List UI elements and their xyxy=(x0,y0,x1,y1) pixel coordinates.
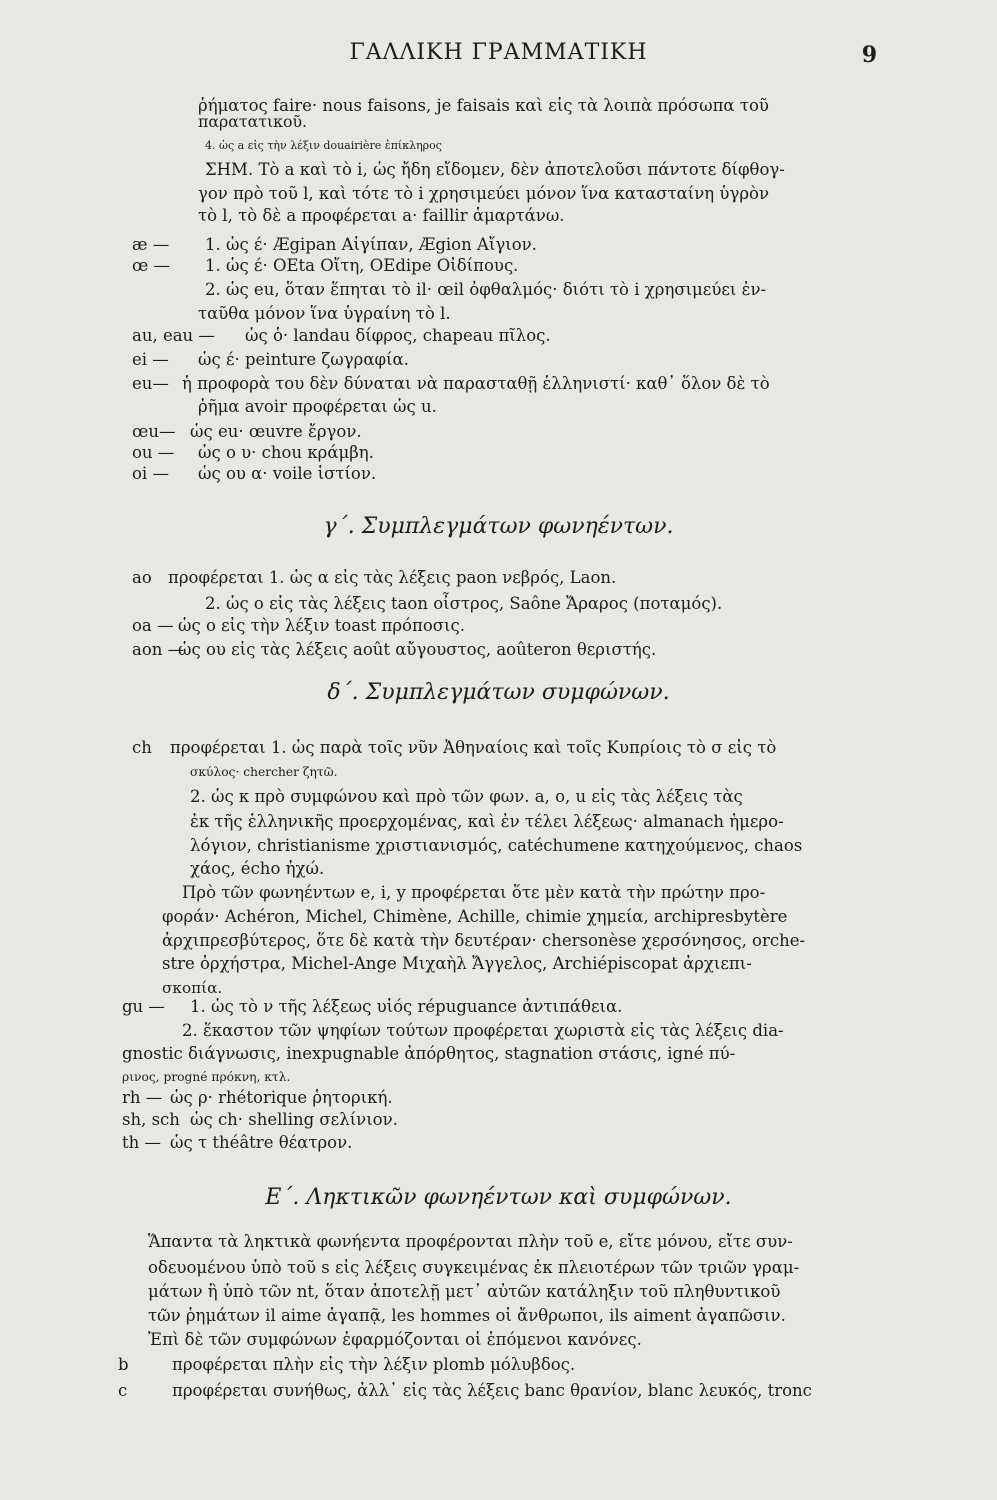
text-line: 2. ὡς eu, ὅταν ἕπηται τὸ il· œil ὀφθαλμός· διότι τὸ i χρησιμεύει ἐν- xyxy=(205,280,767,299)
section-heading-e: Ε΄. Ληκτικῶν φωνηέντων καὶ συμφώνων. xyxy=(265,1185,732,1210)
text-line: Ἐπὶ δὲ τῶν συμφώνων ἐφαρμόζονται οἱ ἑπόμενοι κανόνες. xyxy=(148,1330,642,1349)
text-line: ὡς ου α· voile ἱστίον. xyxy=(198,464,377,483)
text-line: προφέρεται πλὴν εἰς τὴν λέξιν plomb μόλυβδος. xyxy=(172,1355,576,1374)
text-line: ἀρχιπρεσβύτερος, ὅτε δὲ κατὰ τὴν δευτέραν· chersonèse χερσόνησος, orche- xyxy=(162,931,806,950)
entry-label: œu— xyxy=(132,422,176,441)
text-line: χάος, écho ἠχώ. xyxy=(190,859,325,878)
text-line: λόγιον, christianisme χριστιανισμός, catéchumene κατηχούμενος, chaos xyxy=(190,836,803,855)
entry-label: aon — xyxy=(132,640,185,659)
text-line: Πρὸ τῶν φωνηέντων e, i, y προφέρεται ὅτε μὲν κατὰ τὴν πρώτην προ- xyxy=(182,883,766,902)
text-line: προφέρεται 1. ὡς παρὰ τοῖς νῦν Ἀθηναίοις καὶ τοῖς Κυπρίοις τὸ σ εἰς τὸ xyxy=(170,738,777,757)
text-line: ὡς ου εἰς τὰς λέξεις août αὔγουστος, aoûteron θεριστής. xyxy=(178,640,657,659)
text-line: ἐκ τῆς ἑλληνικῆς προερχομένας, καὶ ἐν τέλει λέξεως· almanach ἡμερο- xyxy=(190,812,784,831)
text-line: 1. ὡς έ· Ægipan Αἰγίπαν, Ægion Αἴγιον. xyxy=(205,235,537,254)
entry-label: th — xyxy=(122,1133,162,1152)
entry-label: eu— xyxy=(132,374,169,393)
text-line: προφέρεται 1. ὡς α εἰς τὰς λέξεις paon νεβρός, Laon. xyxy=(168,568,617,587)
entry-label: rh — xyxy=(122,1088,163,1107)
entry-label: c xyxy=(118,1381,128,1400)
entry-label: æ — xyxy=(132,235,170,254)
text-line: προφέρεται συνήθως, ἀλλ᾽ εἰς τὰς λέξεις banc θρανίον, blanc λευκός, tronc xyxy=(172,1381,812,1400)
entry-label: ch xyxy=(132,738,152,757)
text-line: ὡς τ théâtre θέατρον. xyxy=(170,1133,353,1152)
text-line: μάτων ἢ ὑπὸ τῶν nt, ὅταν ἀποτελῇ μετ᾽ αὐτῶν κατάληξιν τοῦ πληθυντικοῦ xyxy=(148,1282,781,1301)
text-line: ῥήματος faire· nous faisons, je faisais καὶ εἰς τὰ λοιπὰ πρόσωπα τοῦ xyxy=(198,96,769,115)
entry-label: sh, sch xyxy=(122,1110,180,1129)
text-line: ἡ προφορὰ του δὲν δύναται νὰ παρασταθῇ ἑλληνιστί· καθ᾽ ὅλον δὲ τὸ xyxy=(182,374,770,393)
text-line: ρινος, progné πρόκνη, κτλ. xyxy=(122,1070,291,1084)
text-line: ὡς ρ· rhétorique ῥητορική. xyxy=(170,1088,393,1107)
text-line: ὡς ο εἰς τὴν λέξιν toast πρόποσις. xyxy=(178,616,465,635)
text-line: ὡς ch· shelling σελίνιον. xyxy=(190,1110,398,1129)
page-title: ΓΑΛΛΙΚΗ ΓΡΑΜΜΑΤΙΚΗ xyxy=(349,40,648,65)
entry-label: oi — xyxy=(132,464,169,483)
text-line: ΣΗΜ. Τὸ a καὶ τὸ i, ὡς ἤδη εἴδομεν, δὲν ἀποτελοῦσι πάντοτε δίφθογ- xyxy=(205,160,785,179)
entry-label: au, eau — xyxy=(132,326,215,345)
text-line: 2. ἕκαστον τῶν ψηφίων τούτων προφέρεται χωριστὰ εἰς τὰς λέξεις dia- xyxy=(182,1021,784,1040)
entry-label: b xyxy=(118,1355,129,1374)
text-line: ταῦθα μόνον ἵνα ὑγραίνη τὸ l. xyxy=(198,304,451,323)
entry-label: ao xyxy=(132,568,152,587)
entry-label: œ — xyxy=(132,256,171,275)
text-line: ὡς eu· œuvre ἔργον. xyxy=(190,422,362,441)
text-line: 2. ὡς ο εἰς τὰς λέξεις taon οἶστρος, Saône Ἄραρος (ποταμός). xyxy=(205,594,723,613)
text-line: ὡς ο υ· chou κράμβη. xyxy=(198,443,374,462)
text-line: ῥῆμα avoir προφέρεται ὡς u. xyxy=(198,397,437,416)
entry-label: gu — xyxy=(122,997,165,1016)
text-line: 4. ὡς a εἰς τὴν λέξιν douairière ἐπίκληρος xyxy=(205,139,442,152)
text-line: παρατατικοῦ. xyxy=(198,112,308,131)
text-line: stre ὀρχήστρα, Michel-Ange Μιχαὴλ Ἄγγελος, Archiépiscopat ἀρχιεπι- xyxy=(162,954,752,973)
text-line: 2. ὡς κ πρὸ συμφώνου καὶ πρὸ τῶν φων. a, o, u εἰς τὰς λέξεις τὰς xyxy=(190,787,743,806)
text-line: ὡς ὁ· landau δίφρος, chapeau πῖλος. xyxy=(245,326,551,345)
entry-label: oa — xyxy=(132,616,174,635)
text-line: γον πρὸ τοῦ l, καὶ τότε τὸ i χρησιμεύει μόνον ἵνα κατασταίνη ὑγρὸν xyxy=(198,184,769,203)
text-line: οδευομένου ὑπὸ τοῦ s εἰς λέξεις συγκειμένας ἐκ πλειοτέρων τῶν τριῶν γραμ- xyxy=(148,1258,800,1277)
text-line: τῶν ῥημάτων il aime ἀγαπᾷ, les hommes οἱ ἄνθρωποι, ils aiment ἀγαπῶσιν. xyxy=(148,1306,786,1325)
text-line: σκοπία. xyxy=(162,979,223,997)
section-heading-c: γ΄. Συμπλεγμάτων φωνηέντων. xyxy=(323,514,674,539)
text-line: Ἅπαντα τὰ ληκτικὰ φωνήεντα προφέρονται πλὴν τοῦ e, εἴτε μόνου, εἴτε συν- xyxy=(148,1232,793,1251)
running-header xyxy=(0,36,997,76)
entry-label: ei — xyxy=(132,350,169,369)
text-line: gnostic διάγνωσις, inexpugnable ἀπόρθητος, stagnation στάσις, igné πύ- xyxy=(122,1044,736,1063)
page-number: 9 xyxy=(861,42,877,68)
text-line: φοράν· Achéron, Michel, Chimène, Achille, chimie χημεία, archipresbytère xyxy=(162,907,788,926)
section-heading-d: δ΄. Συμπλεγμάτων συμφώνων. xyxy=(327,680,670,705)
text-line: 1. ὡς έ· OEta Οἴτη, OEdipe Οἰδίπους. xyxy=(205,256,519,275)
text-line: ὡς έ· peinture ζωγραφία. xyxy=(198,350,409,369)
text-line: 1. ὡς τὸ ν τῆς λέξεως υἱός répuguance ἀντιπάθεια. xyxy=(190,997,623,1016)
text-line: τὸ l, τὸ δὲ a προφέρεται a· faillir ἁμαρτάνω. xyxy=(198,206,565,225)
text-line: σκύλος· chercher ζητῶ. xyxy=(190,765,338,779)
entry-label: ou — xyxy=(132,443,175,462)
